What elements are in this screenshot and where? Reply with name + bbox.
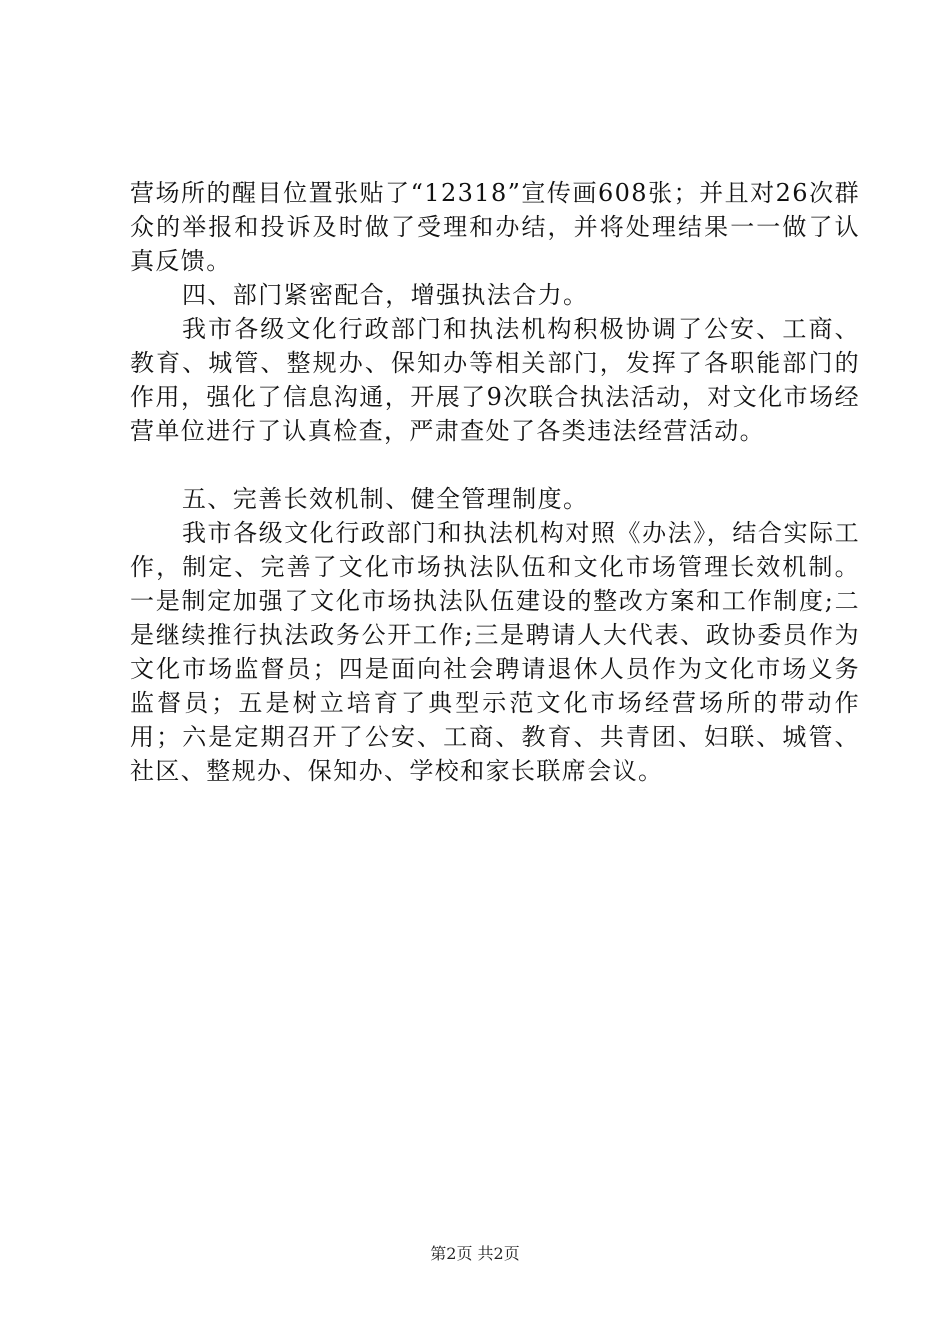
document-body — [130, 176, 860, 788]
paragraph-spacer — [130, 448, 860, 482]
page-number-footer: 第2页 共2页 — [430, 1244, 520, 1263]
paragraph-coordination: 我市各级文化行政部门和执法机构积极协调了公安、工商、教育、城管、整规办、保知办等相关部门，发挥了各职能部门的作用，强化了信息沟通，开展了9次联合执法活动，对文化市场经营单位进行了认真检查，严肃查处了各类违法经营活动。 — [130, 315, 860, 445]
paragraph-mechanism: 我市各级文化行政部门和执法机构对照《办法》，结合实际工作，制定、完善了文化市场执法队伍和文化市场管理长效机制。一是制定加强了文化市场执法队伍建设的整改方案和工作制度;二是继续推行执法政务公开工作;三是聘请人大代表、政协委员作为文化市场监督员；四是面向社会聘请退休人员作为文化市场义务监督员；五是树立培育了典型示范文化市场经营场所的带动作用；六是定期召开了公安、工商、教育、共青团、妇联、城管、社区、整规办、保知办、学校和家长联席会议。 — [130, 519, 860, 785]
section-heading-4: 四、部门紧密配合，增强执法合力。 — [182, 281, 589, 309]
section-heading-5: 五、完善长效机制、健全管理制度。 — [182, 485, 589, 513]
paragraph-continuation: 营场所的醒目位置张贴了“12318”宣传画608张；并且对26次群众的举报和投诉及时做了受理和办结，并将处理结果一一做了认真反馈。 — [130, 179, 860, 275]
